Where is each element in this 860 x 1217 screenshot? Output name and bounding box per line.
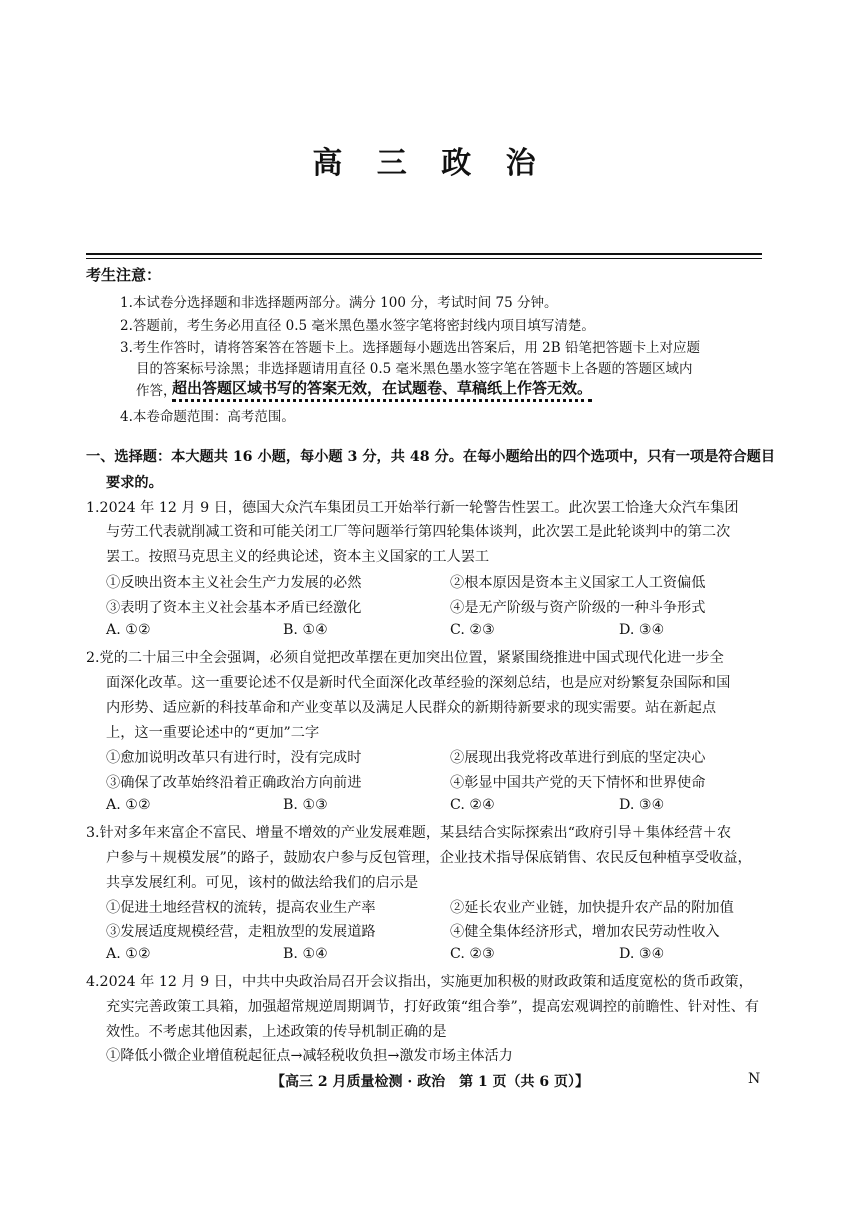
header-rule-thick [86,253,762,255]
q2-option-4: ④彰显中国共产党的天下情怀和世界使命 [450,775,706,791]
q3-option-2: ②延长农业产业链，加快提升农产品的附加值 [450,900,734,916]
q2-choice-d: D. ③④ [619,797,665,813]
q4-stem-line-3: 效性。不考虑其他因素，上述政策的传导机制正确的是 [106,1024,447,1040]
q3-choice-c: C. ②③ [450,946,495,962]
q1-stem-line-3: 罢工。按照马克思主义的经典论述，资本主义国家的工人罢工 [106,549,490,565]
q2-stem-line-4: 上，这一重要论述中的“更加”二字 [106,725,320,741]
section-heading: 一、选择题：本大题共 16 小题，每小题 3 分，共 48 分。在每小题给出的四个选项中，只有一项是符合题目 [86,449,776,465]
q1-choice-d: D. ③④ [619,622,665,638]
q4-stem-line-1: 4.2024 年 12 月 9 日，中共中央政治局召开会议指出，实施更加积极的财政政策和适度宽松的货币政策， [86,974,753,990]
notice-item-2: 2.答题前，考生务必用直径 0.5 毫米黑色墨水签字笔将密封线内项目填写清楚。 [120,318,595,334]
section-heading-cont: 要求的。 [106,475,163,491]
q2-choice-c: C. ②④ [450,797,495,813]
q3-stem-line-3: 共享发展红利。可见，该村的做法给我们的启示是 [106,875,419,891]
q1-option-3: ③表明了资本主义社会基本矛盾已经激化 [106,600,362,616]
page-footer: 【高三 2 月质量检测 · 政治 第 1 页（共 6 页）】 [270,1074,590,1090]
q1-choice-c: C. ②③ [450,622,495,638]
q2-stem-line-1: 2.党的二十届三中全会强调，必须自觉把改革摆在更加突出位置，紧紧围绕推进中国式现代化进一步全 [86,650,724,666]
q1-choice-b: B. ①④ [283,622,328,638]
q2-choice-b: B. ①③ [283,797,328,813]
q4-stem-line-2: 充实完善政策工具箱，加强超常规逆周期调节，打好政策“组合拳”，提高宏观调控的前瞻性、针对性、有 [106,999,759,1015]
notice-heading: 考生注意： [86,266,162,284]
q3-option-4: ④健全集体经济形式，增加农民劳动性收入 [450,924,720,940]
notice-emphasis: 超出答题区域书写的答案无效，在试题卷、草稿纸上作答无效。 [172,379,592,402]
q1-stem-line-1: 1.2024 年 12 月 9 日，德国大众汽车集团员工开始举行新一轮警告性罢工。此次罢工恰逢大众汽车集团 [86,500,739,516]
q3-choice-d: D. ③④ [619,946,665,962]
q2-choice-a: A. ①② [106,797,151,813]
q3-choice-b: B. ①④ [283,946,328,962]
q2-stem-line-3: 内形势、适应新的科技革命和产业变革以及满足人民群众的新期待新要求的现实需要。站在新起点 [106,700,717,716]
q3-stem-line-2: 户参与＋规模发展”的路子，鼓励农户参与反包管理，企业技术指导保底销售、农民反包种植享受收益， [106,850,752,866]
q1-choice-a: A. ①② [106,622,151,638]
q1-option-4: ④是无产阶级与资产阶级的一种斗争形式 [450,600,706,616]
notice-item-3-end: 作答， [136,383,177,399]
q2-option-1: ①愈加说明改革只有进行时，没有完成时 [106,750,362,766]
q3-stem-line-1: 3.针对多年来富企不富民、增量不增效的产业发展难题，某县结合实际探索出“政府引导＋集体经营＋农 [86,825,732,841]
q3-option-1: ①促进土地经营权的流转，提高农业生产率 [106,900,376,916]
q1-stem-line-2: 与劳工代表就削减工资和可能关闭工厂等问题举行第四轮集体谈判，此次罢工是此轮谈判中的第二次 [106,524,731,540]
q4-option-1: ①降低小微企业增值税起征点→减轻税收负担→激发市场主体活力 [106,1048,513,1064]
notice-item-3-cont: 目的答案标号涂黑；非选择题请用直径 0.5 毫米黑色墨水签字笔在答题卡上各题的答题区域内 [136,361,693,377]
q1-option-2: ②根本原因是资本主义国家工人工资偏低 [450,575,706,591]
notice-item-3: 3.考生作答时，请将答案答在答题卡上。选择题每小题选出答案后，用 2B 铅笔把答题卡上对应题 [120,340,700,356]
header-rule-thin [86,258,762,259]
q2-stem-line-2: 面深化改革。这一重要论述不仅是新时代全面深化改革经验的深刻总结，也是应对纷繁复杂国际和国 [106,675,731,691]
q3-choice-a: A. ①② [106,946,151,962]
page-title: 高 三 政 治 [312,146,548,181]
q2-option-3: ③确保了改革始终沿着正确政治方向前进 [106,775,362,791]
version-mark: N [748,1071,761,1087]
notice-item-1: 1.本试卷分选择题和非选择题两部分。满分 100 分，考试时间 75 分钟。 [120,295,558,311]
q2-option-2: ②展现出我党将改革进行到底的坚定决心 [450,750,706,766]
notice-item-4: 4.本卷命题范围：高考范围。 [120,409,295,425]
q3-option-3: ③发展适度规模经营，走粗放型的发展道路 [106,924,376,940]
q1-option-1: ①反映出资本主义社会生产力发展的必然 [106,575,362,591]
